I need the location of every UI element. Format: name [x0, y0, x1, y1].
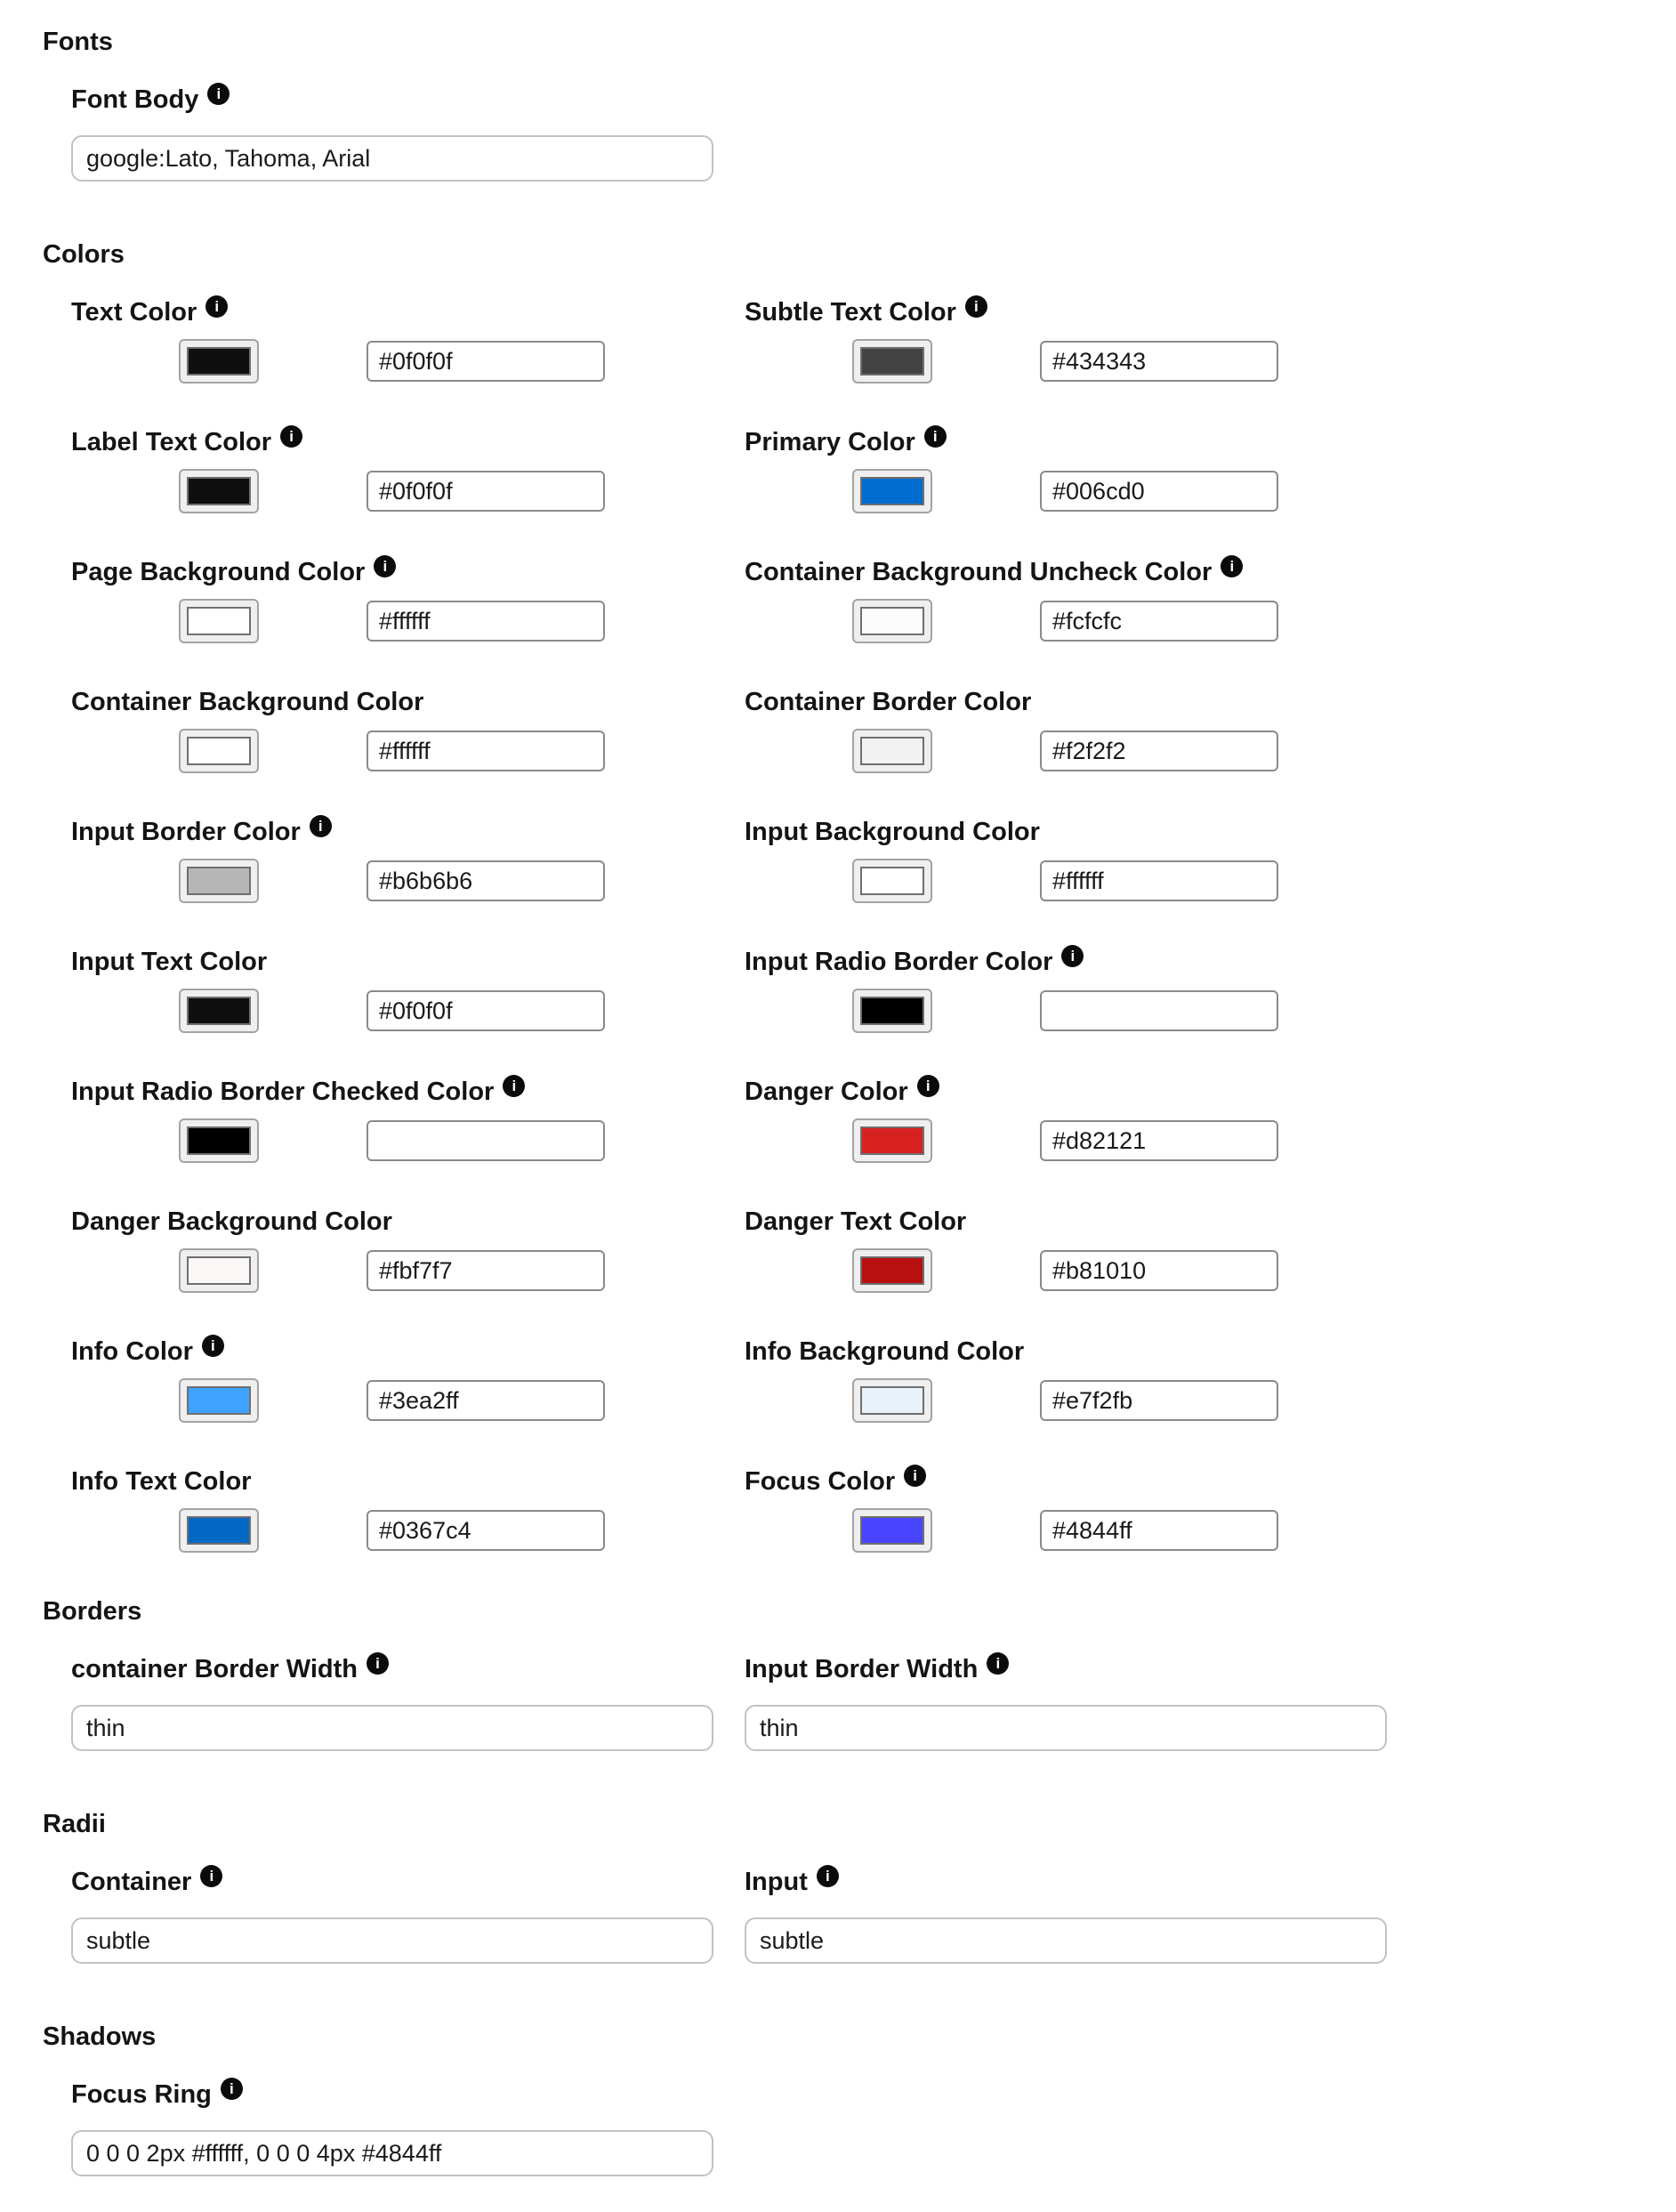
- section-title-radii: Radii: [43, 1810, 106, 1838]
- field-label-radius-container: Container: [71, 1868, 192, 1896]
- hex-input-info-background-color[interactable]: [1040, 1380, 1278, 1421]
- field-label-container-border-color: Container Border Color: [745, 688, 1032, 716]
- info-icon[interactable]: i: [374, 555, 396, 577]
- color-field-row: [0, 426, 1676, 513]
- color-swatch-fill: [860, 997, 924, 1025]
- color-swatch-fill: [187, 477, 251, 505]
- color-swatch-fill: [860, 1386, 924, 1415]
- info-icon[interactable]: i: [207, 83, 230, 105]
- hex-input-text-color[interactable]: [367, 341, 605, 382]
- field-label-text-color: Text Color: [71, 298, 197, 327]
- color-swatch-container-border-color[interactable]: [852, 729, 932, 773]
- info-icon[interactable]: i: [202, 1335, 224, 1357]
- info-icon[interactable]: i: [917, 1075, 939, 1097]
- color-swatch-fill: [187, 1256, 251, 1285]
- field-label-focus-color: Focus Color: [745, 1467, 896, 1496]
- font-body-input[interactable]: [71, 135, 713, 182]
- color-field-row: [0, 556, 1676, 643]
- hex-input-danger-color[interactable]: [1040, 1120, 1278, 1161]
- color-field-row: [0, 816, 1676, 903]
- field-font-body: [71, 84, 1676, 182]
- color-swatch-input-border-color[interactable]: [179, 859, 259, 903]
- hex-input-danger-text-color[interactable]: [1040, 1250, 1278, 1291]
- field-container-border-width: [71, 1653, 745, 1751]
- color-swatch-fill: [860, 1256, 924, 1285]
- color-swatch-danger-color[interactable]: [852, 1118, 932, 1163]
- field-label-container-border-width: container Border Width: [71, 1655, 358, 1683]
- field-label-info-text-color: Info Text Color: [71, 1467, 252, 1496]
- field-label-focus-ring: Focus Ring: [71, 2080, 212, 2109]
- field-primary-color: [745, 426, 1278, 513]
- color-swatch-fill: [187, 607, 251, 635]
- hex-input-info-color[interactable]: [367, 1380, 605, 1421]
- color-field-row: [0, 686, 1676, 773]
- field-input-radio-border-checked-color: [71, 1076, 745, 1163]
- field-input-border-width: [745, 1653, 1387, 1751]
- info-icon[interactable]: i: [924, 425, 947, 448]
- info-icon[interactable]: i: [205, 295, 228, 318]
- field-info-color: [71, 1336, 745, 1423]
- radius-container-input[interactable]: [71, 1917, 713, 1964]
- field-input-background-color: [745, 816, 1278, 903]
- color-swatch-page-background-color[interactable]: [179, 599, 259, 643]
- hex-input-subtle-text-color[interactable]: [1040, 341, 1278, 382]
- info-icon[interactable]: i: [310, 815, 332, 837]
- section-title-colors: Colors: [43, 240, 125, 269]
- hex-input-label-text-color[interactable]: [367, 471, 605, 512]
- field-label-info-color: Info Color: [71, 1337, 193, 1366]
- color-swatch-input-text-color[interactable]: [179, 989, 259, 1033]
- field-subtle-text-color: [745, 296, 1278, 383]
- field-page-background-color: [71, 556, 745, 643]
- hex-input-container-border-color[interactable]: [1040, 731, 1278, 771]
- field-label-container-background-color: Container Background Color: [71, 688, 424, 716]
- info-icon[interactable]: i: [904, 1465, 926, 1487]
- hex-input-input-radio-border-checked-color[interactable]: [367, 1120, 605, 1161]
- color-swatch-fill: [187, 347, 251, 375]
- color-field-row: [0, 1336, 1676, 1423]
- color-swatch-fill: [860, 737, 924, 765]
- hex-input-info-text-color[interactable]: [367, 1510, 605, 1551]
- input-border-width-input[interactable]: [745, 1705, 1387, 1751]
- color-swatch-subtle-text-color[interactable]: [852, 339, 932, 383]
- info-icon[interactable]: i: [280, 425, 302, 448]
- field-focus-ring: [71, 2079, 1676, 2176]
- info-icon[interactable]: i: [200, 1865, 222, 1887]
- color-field-row: [0, 946, 1676, 1033]
- hex-input-primary-color[interactable]: [1040, 471, 1278, 512]
- info-icon[interactable]: i: [1061, 945, 1084, 967]
- color-swatch-input-background-color[interactable]: [852, 859, 932, 903]
- field-danger-background-color: [71, 1206, 745, 1293]
- field-danger-text-color: [745, 1206, 1278, 1293]
- hex-input-danger-background-color[interactable]: [367, 1250, 605, 1291]
- color-swatch-container-background-color[interactable]: [179, 729, 259, 773]
- field-label-label-text-color: Label Text Color: [71, 428, 272, 456]
- color-swatch-danger-background-color[interactable]: [179, 1248, 259, 1293]
- info-icon[interactable]: i: [503, 1075, 525, 1097]
- focus-ring-input[interactable]: [71, 2130, 713, 2176]
- field-label-input-background-color: Input Background Color: [745, 818, 1040, 846]
- color-swatch-info-text-color[interactable]: [179, 1508, 259, 1553]
- field-container-background-color: [71, 686, 745, 773]
- field-input-text-color: [71, 946, 745, 1033]
- field-label-input-radio-border-color: Input Radio Border Color: [745, 948, 1053, 976]
- field-label-page-background-color: Page Background Color: [71, 558, 366, 586]
- hex-input-focus-color[interactable]: [1040, 1510, 1278, 1551]
- color-swatch-fill: [187, 737, 251, 765]
- color-swatch-container-background-uncheck-color[interactable]: [852, 599, 932, 643]
- section-title-shadows: Shadows: [43, 2022, 157, 2051]
- field-label-input-border-width: Input Border Width: [745, 1655, 979, 1683]
- info-icon[interactable]: i: [987, 1652, 1009, 1675]
- field-label-primary-color: Primary Color: [745, 428, 915, 456]
- color-swatch-fill: [860, 347, 924, 375]
- color-swatch-danger-text-color[interactable]: [852, 1248, 932, 1293]
- hex-input-input-border-color[interactable]: [367, 860, 605, 901]
- field-focus-color: [745, 1465, 1278, 1553]
- info-icon[interactable]: i: [1221, 555, 1243, 577]
- color-swatch-fill: [187, 867, 251, 895]
- info-icon[interactable]: i: [817, 1865, 839, 1887]
- hex-input-container-background-color[interactable]: [367, 731, 605, 771]
- colors-grid: [0, 296, 1676, 1553]
- radius-input-input[interactable]: [745, 1917, 1387, 1964]
- color-swatch-fill: [860, 607, 924, 635]
- field-label-danger-color: Danger Color: [745, 1078, 908, 1106]
- borders-row: [0, 1653, 1676, 1751]
- color-swatch-fill: [860, 1516, 924, 1545]
- color-field-row: [0, 1465, 1676, 1553]
- field-info-text-color: [71, 1465, 745, 1553]
- field-text-color: [71, 296, 745, 383]
- field-label-text-color: [71, 426, 745, 513]
- color-swatch-input-radio-border-checked-color[interactable]: [179, 1118, 259, 1163]
- section-title-fonts: Fonts: [43, 28, 113, 56]
- container-border-width-input[interactable]: [71, 1705, 713, 1751]
- hex-input-input-radio-border-color[interactable]: [1040, 990, 1278, 1031]
- color-swatch-info-color[interactable]: [179, 1378, 259, 1423]
- field-radius-container: [71, 1866, 745, 1964]
- field-input-border-color: [71, 816, 745, 903]
- hex-input-container-background-uncheck-color[interactable]: [1040, 601, 1278, 642]
- color-swatch-fill: [860, 1126, 924, 1155]
- info-icon[interactable]: i: [367, 1652, 389, 1675]
- color-swatch-focus-color[interactable]: [852, 1508, 932, 1553]
- field-label-danger-text-color: Danger Text Color: [745, 1207, 967, 1236]
- field-label-input-border-color: Input Border Color: [71, 818, 301, 846]
- color-swatch-fill: [187, 1516, 251, 1545]
- section-title-borders: Borders: [43, 1597, 142, 1626]
- field-input-radio-border-color: [745, 946, 1278, 1033]
- color-swatch-input-radio-border-color[interactable]: [852, 989, 932, 1033]
- color-swatch-fill: [860, 477, 924, 505]
- color-field-row: [0, 1206, 1676, 1293]
- color-swatch-fill: [187, 1126, 251, 1155]
- field-danger-color: [745, 1076, 1278, 1163]
- color-swatch-fill: [860, 867, 924, 895]
- field-container-background-uncheck-color: [745, 556, 1278, 643]
- color-swatch-primary-color[interactable]: [852, 469, 932, 513]
- field-info-background-color: [745, 1336, 1278, 1423]
- hex-input-input-text-color[interactable]: [367, 990, 605, 1031]
- field-label-input-radio-border-checked-color: Input Radio Border Checked Color: [71, 1078, 495, 1106]
- field-label-input-text-color: Input Text Color: [71, 948, 268, 976]
- info-icon[interactable]: i: [965, 295, 987, 318]
- color-swatch-fill: [187, 1386, 251, 1415]
- color-swatch-label-text-color[interactable]: [179, 469, 259, 513]
- hex-input-input-background-color[interactable]: [1040, 860, 1278, 901]
- field-label-font-body: Font Body: [71, 85, 199, 114]
- field-label-radius-input: Input: [745, 1868, 808, 1896]
- color-field-row: [0, 1076, 1676, 1163]
- color-swatch-fill: [187, 997, 251, 1025]
- field-container-border-color: [745, 686, 1278, 773]
- field-label-subtle-text-color: Subtle Text Color: [745, 298, 956, 327]
- field-label-info-background-color: Info Background Color: [745, 1337, 1025, 1366]
- info-icon[interactable]: i: [221, 2078, 243, 2100]
- color-swatch-text-color[interactable]: [179, 339, 259, 383]
- field-label-danger-background-color: Danger Background Color: [71, 1207, 392, 1236]
- color-swatch-info-background-color[interactable]: [852, 1378, 932, 1423]
- field-radius-input: [745, 1866, 1387, 1964]
- hex-input-page-background-color[interactable]: [367, 601, 605, 642]
- radii-row: [0, 1866, 1676, 1964]
- color-field-row: [0, 296, 1676, 383]
- field-label-container-background-uncheck-color: Container Background Uncheck Color: [745, 558, 1213, 586]
